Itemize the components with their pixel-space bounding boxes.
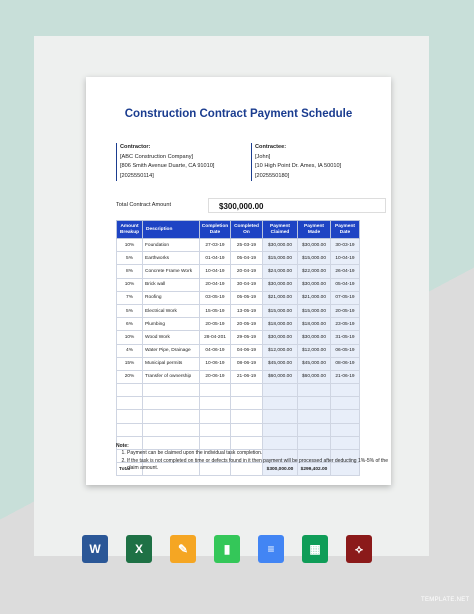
google-sheets-icon[interactable]: ▦ bbox=[302, 535, 328, 563]
payment-made-cell: $22,000.00 bbox=[298, 265, 331, 278]
amount-breakup-cell: 10% bbox=[117, 239, 143, 252]
payment-claimed-cell: $30,000.00 bbox=[263, 239, 298, 252]
completed-on-cell: 30-04-19 bbox=[231, 278, 263, 291]
payment-date-cell bbox=[331, 410, 360, 423]
total-contract-value: $300,000.00 bbox=[208, 198, 386, 213]
payment-date-cell: 23-05-19 bbox=[331, 318, 360, 331]
completion-date-cell: 03-05-19 bbox=[200, 291, 231, 304]
completed-on-cell: 20-05-19 bbox=[231, 318, 263, 331]
payment-date-cell: 31-05-19 bbox=[331, 331, 360, 344]
description-cell: Earthworks bbox=[143, 252, 200, 265]
header-payment-date: Payment Date bbox=[331, 221, 360, 239]
total-claimed-cell: $300,000.00 bbox=[263, 463, 298, 476]
completion-date-cell: 10-04-19 bbox=[200, 265, 231, 278]
payment-made-cell: $15,000.00 bbox=[298, 304, 331, 317]
payment-date-cell: 21-06-19 bbox=[331, 370, 360, 383]
payment-claimed-cell: $30,000.00 bbox=[263, 331, 298, 344]
amount-breakup-cell bbox=[117, 384, 143, 397]
contractor-block bbox=[116, 143, 214, 181]
description-cell bbox=[143, 397, 200, 410]
completion-date-cell: 20-04-19 bbox=[200, 278, 231, 291]
completed-on-cell: 08-06-19 bbox=[231, 357, 263, 370]
google-docs-icon[interactable]: ≡ bbox=[258, 535, 284, 563]
contractor-address: [806 Smith Avenue Duarte, CA 91010] bbox=[120, 163, 215, 170]
payment-claimed-cell: $24,000.00 bbox=[263, 265, 298, 278]
payment-made-cell: $21,000.00 bbox=[298, 291, 331, 304]
payment-claimed-cell: $15,000.00 bbox=[263, 252, 298, 265]
amount-breakup-cell bbox=[117, 397, 143, 410]
payment-schedule-table bbox=[116, 220, 360, 476]
completed-on-cell: 20-04-19 bbox=[231, 265, 263, 278]
table-row bbox=[117, 423, 360, 436]
payment-made-cell: $30,000.00 bbox=[298, 331, 331, 344]
payment-made-cell: $18,000.00 bbox=[298, 318, 331, 331]
payment-made-cell: $30,000.00 bbox=[298, 278, 331, 291]
payment-date-cell: 08-06-19 bbox=[331, 357, 360, 370]
completed-on-cell: 05-05-19 bbox=[231, 291, 263, 304]
description-cell bbox=[143, 384, 200, 397]
table-row bbox=[117, 370, 360, 383]
table-row bbox=[117, 239, 360, 252]
pages-icon[interactable]: ✎ bbox=[170, 535, 196, 563]
watermark: TEMPLATE.NET bbox=[421, 597, 470, 603]
completion-date-cell bbox=[200, 384, 231, 397]
document-page bbox=[86, 77, 391, 485]
contractor-label: Contractor: bbox=[120, 144, 151, 150]
table-row bbox=[117, 410, 360, 423]
payment-date-cell: 26-04-19 bbox=[331, 265, 360, 278]
header-payment-made: Payment Made bbox=[298, 221, 331, 239]
payment-made-cell: $60,000.00 bbox=[298, 370, 331, 383]
description-cell: Brick wall bbox=[143, 278, 200, 291]
completed-on-cell bbox=[231, 397, 263, 410]
table-row bbox=[117, 318, 360, 331]
contractee-phone: [2025550180] bbox=[255, 172, 290, 179]
payment-date-cell bbox=[331, 423, 360, 436]
description-cell bbox=[143, 423, 200, 436]
table-header-row bbox=[117, 221, 360, 239]
completion-date-cell: 01-04-19 bbox=[200, 252, 231, 265]
completion-date-cell: 20-05-19 bbox=[200, 318, 231, 331]
contractee-label: Contractee: bbox=[255, 144, 287, 150]
completed-on-cell bbox=[231, 410, 263, 423]
payment-made-cell: $45,000.00 bbox=[298, 357, 331, 370]
table-row bbox=[117, 291, 360, 304]
note-item: 1. Payment can be claimed upon the individual task completion. bbox=[127, 450, 391, 457]
amount-breakup-cell: 5% bbox=[117, 304, 143, 317]
payment-claimed-cell: $60,000.00 bbox=[263, 370, 298, 383]
completed-on-cell: 29-05-19 bbox=[231, 331, 263, 344]
table-row bbox=[117, 384, 360, 397]
payment-date-cell: 06-05-19 bbox=[331, 344, 360, 357]
payment-date-cell bbox=[331, 397, 360, 410]
table-row bbox=[117, 252, 360, 265]
description-cell bbox=[143, 410, 200, 423]
payment-claimed-cell: $30,000.00 bbox=[263, 278, 298, 291]
completed-on-cell: 13-05-19 bbox=[231, 304, 263, 317]
header-completion-date: Completion Date bbox=[200, 221, 231, 239]
completed-on-cell: 04-06-19 bbox=[231, 344, 263, 357]
payment-made-cell bbox=[298, 397, 331, 410]
table-row bbox=[117, 397, 360, 410]
completed-on-cell: 21-06-19 bbox=[231, 370, 263, 383]
notes-section bbox=[116, 443, 391, 473]
payment-made-cell bbox=[298, 384, 331, 397]
completed-on-cell: 25-03-19 bbox=[231, 239, 263, 252]
payment-made-cell bbox=[298, 410, 331, 423]
payment-made-cell: $30,000.00 bbox=[298, 239, 331, 252]
contractor-name: [ABC Construction Company] bbox=[120, 153, 194, 160]
contractee-name: [John] bbox=[255, 153, 271, 160]
payment-made-cell: $15,000.00 bbox=[298, 252, 331, 265]
completion-date-cell bbox=[200, 397, 231, 410]
table-row bbox=[117, 344, 360, 357]
payment-date-cell: 10-04-19 bbox=[331, 252, 360, 265]
completion-date-cell: 04-06-19 bbox=[200, 344, 231, 357]
payment-date-cell bbox=[331, 384, 360, 397]
payment-claimed-cell: $18,000.00 bbox=[263, 318, 298, 331]
amount-breakup-cell: 4% bbox=[117, 344, 143, 357]
amount-breakup-cell bbox=[117, 410, 143, 423]
payment-made-cell: $12,000.00 bbox=[298, 344, 331, 357]
pdf-icon[interactable]: ⟡ bbox=[346, 535, 372, 563]
payment-claimed-cell: $12,000.00 bbox=[263, 344, 298, 357]
completed-on-cell: 05-04-19 bbox=[231, 252, 263, 265]
description-cell: Electrical Work bbox=[143, 304, 200, 317]
description-cell: Roofing bbox=[143, 291, 200, 304]
contractor-phone: [2025550114] bbox=[120, 172, 154, 179]
notes-label: Note: bbox=[116, 443, 129, 449]
description-cell: Wood Work bbox=[143, 331, 200, 344]
payment-date-cell: 20-05-19 bbox=[331, 304, 360, 317]
amount-breakup-cell: 5% bbox=[117, 252, 143, 265]
payment-date-cell: 07-05-19 bbox=[331, 291, 360, 304]
completion-date-cell: 10-06-19 bbox=[200, 357, 231, 370]
completion-date-cell: 28-04-201 bbox=[200, 331, 231, 344]
header-description: Description bbox=[143, 221, 200, 239]
payment-made-cell bbox=[298, 423, 331, 436]
description-cell: Water Pipe, Drainage bbox=[143, 344, 200, 357]
header-amount-breakup: Amount Breakup bbox=[117, 221, 143, 239]
payment-claimed-cell: $45,000.00 bbox=[263, 357, 298, 370]
contractee-address: [10 High Point Dr. Ames, IA 50010] bbox=[255, 163, 342, 170]
header-completed-on: Completed On bbox=[231, 221, 263, 239]
description-cell: Plumbing bbox=[143, 318, 200, 331]
amount-breakup-cell: 10% bbox=[117, 278, 143, 291]
description-cell: Municipal permits bbox=[143, 357, 200, 370]
header-payment-claimed: Payment Claimed bbox=[263, 221, 298, 239]
payment-claimed-cell: $21,000.00 bbox=[263, 291, 298, 304]
completion-date-cell: 15-05-19 bbox=[200, 304, 231, 317]
completion-date-cell bbox=[200, 423, 231, 436]
description-cell: Foundation bbox=[143, 239, 200, 252]
completed-on-cell bbox=[231, 384, 263, 397]
amount-breakup-cell: 20% bbox=[117, 370, 143, 383]
table-row bbox=[117, 278, 360, 291]
total-contract-label: Total Contract Amount bbox=[116, 202, 172, 208]
total-made-cell: $299,402.00 bbox=[298, 463, 331, 476]
amount-breakup-cell: 7% bbox=[117, 291, 143, 304]
numbers-icon[interactable]: ▮ bbox=[214, 535, 240, 563]
completion-date-cell bbox=[200, 410, 231, 423]
payment-date-cell: 30-03-19 bbox=[331, 239, 360, 252]
description-cell: Transfer of ownership bbox=[143, 370, 200, 383]
payment-claimed-cell bbox=[263, 423, 298, 436]
note-item: 2. If the task is not completed on time or defects found in it then payment will be processed after deducting 1%-5% of the claim amount. bbox=[127, 458, 391, 473]
amount-breakup-cell: 10% bbox=[117, 331, 143, 344]
excel-icon[interactable]: X bbox=[126, 535, 152, 563]
total-label-cell: Total bbox=[117, 463, 143, 476]
amount-breakup-cell: 6% bbox=[117, 318, 143, 331]
payment-claimed-cell bbox=[263, 410, 298, 423]
payment-claimed-cell bbox=[263, 384, 298, 397]
contractee-block bbox=[251, 143, 341, 181]
payment-claimed-cell: $15,000.00 bbox=[263, 304, 298, 317]
table-row bbox=[117, 265, 360, 278]
completion-date-cell: 27-03-19 bbox=[200, 239, 231, 252]
amount-breakup-cell: 15% bbox=[117, 357, 143, 370]
completed-on-cell bbox=[231, 423, 263, 436]
table-row bbox=[117, 304, 360, 317]
table-row bbox=[117, 357, 360, 370]
payment-date-cell: 05-04-19 bbox=[331, 278, 360, 291]
amount-breakup-cell: 8% bbox=[117, 265, 143, 278]
description-cell: Concrete Frame Work bbox=[143, 265, 200, 278]
completion-date-cell: 20-06-19 bbox=[200, 370, 231, 383]
table-row bbox=[117, 331, 360, 344]
document-title: Construction Contract Payment Schedule bbox=[124, 108, 353, 120]
word-icon[interactable]: W bbox=[82, 535, 108, 563]
payment-claimed-cell bbox=[263, 397, 298, 410]
amount-breakup-cell bbox=[117, 423, 143, 436]
